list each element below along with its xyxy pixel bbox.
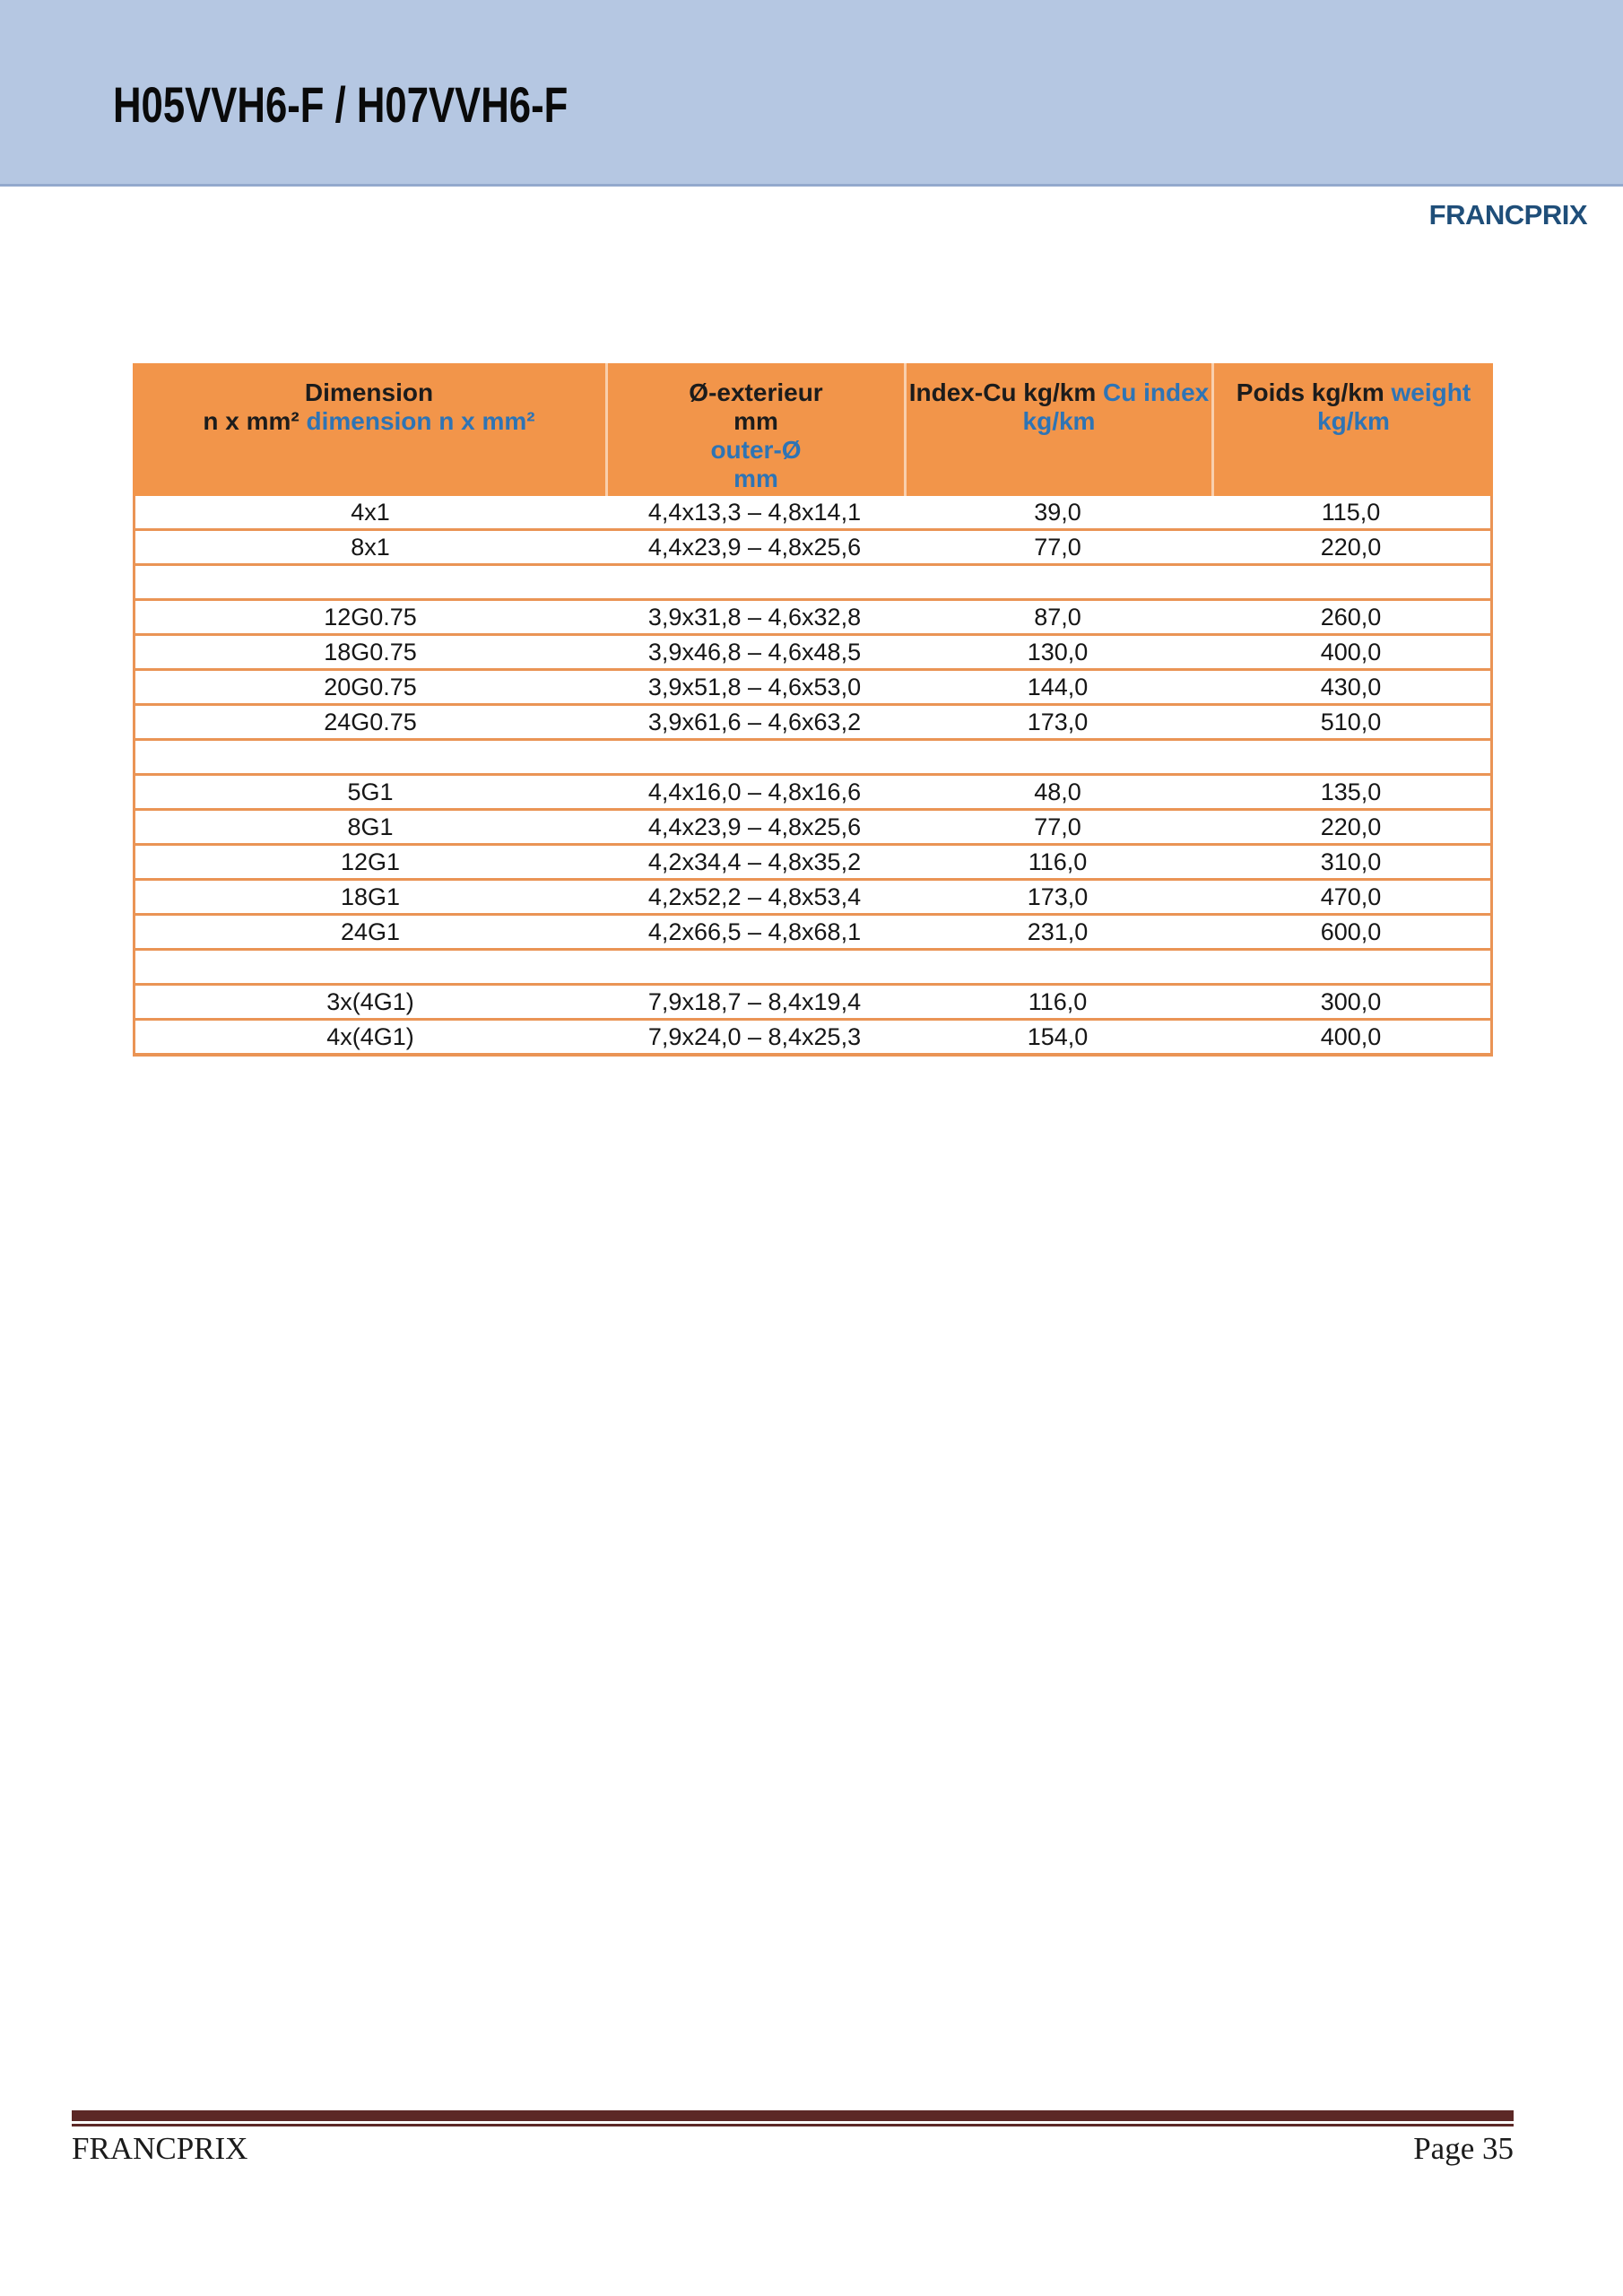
table-row bbox=[135, 881, 1490, 916]
table-row bbox=[135, 496, 1490, 531]
table-cell: 300,0 bbox=[1320, 987, 1382, 1015]
footer-brand: FRANCPRIX bbox=[72, 2131, 248, 2166]
column-header-line bbox=[608, 436, 904, 465]
header-fr-text: Ø-exterieur bbox=[689, 378, 823, 406]
table-cell: 600,0 bbox=[1320, 918, 1382, 945]
table-row bbox=[135, 601, 1490, 636]
table-cell: 4,4x23,9 – 4,8x25,6 bbox=[647, 533, 862, 561]
page-title: H05VVH6-F / H07VVH6-F bbox=[113, 76, 568, 133]
table-cell: 400,0 bbox=[1320, 1022, 1382, 1050]
header-en-text: mm bbox=[733, 465, 778, 492]
table-cell: 116,0 bbox=[1028, 987, 1088, 1015]
table-cell: 4,4x13,3 – 4,8x14,1 bbox=[647, 498, 862, 526]
table-cell: 12G0.75 bbox=[324, 603, 417, 631]
table-cell: 48,0 bbox=[1034, 778, 1081, 805]
table-cell: 4,4x16,0 – 4,8x16,6 bbox=[647, 778, 862, 805]
table-row bbox=[135, 811, 1490, 846]
table-cell: 77,0 bbox=[1034, 533, 1081, 561]
footer-rule-thick-line bbox=[72, 2110, 1514, 2121]
page-number: Page 35 bbox=[1413, 2131, 1514, 2166]
table-row bbox=[135, 531, 1490, 566]
table-cell: 430,0 bbox=[1320, 673, 1382, 700]
table-cell: 4,2x34,4 – 4,8x35,2 bbox=[647, 848, 862, 875]
footer-rule bbox=[72, 2110, 1514, 2126]
column-header-weight bbox=[1211, 363, 1493, 496]
table-spacer-row bbox=[135, 951, 1490, 986]
header-fr-text: Poids kg/km bbox=[1236, 378, 1384, 406]
table-cell: 116,0 bbox=[1028, 848, 1088, 875]
table-row bbox=[135, 916, 1490, 951]
table-row bbox=[135, 636, 1490, 671]
header-en-text: kg/km bbox=[1022, 407, 1096, 435]
table-cell: 4x1 bbox=[351, 498, 390, 526]
table-cell: 173,0 bbox=[1027, 883, 1089, 910]
column-header-line bbox=[608, 378, 904, 407]
table-cell: 24G1 bbox=[340, 918, 401, 945]
table-cell: 220,0 bbox=[1320, 813, 1382, 840]
table-row bbox=[135, 1021, 1490, 1053]
header-fr-text: Dimension bbox=[304, 378, 434, 406]
table-cell: 310,0 bbox=[1320, 848, 1382, 875]
table-cell: 510,0 bbox=[1320, 708, 1382, 735]
column-header-outer-diameter bbox=[605, 363, 904, 496]
header-en-text: outer-Ø bbox=[710, 436, 802, 464]
table-spacer-row bbox=[135, 741, 1490, 776]
table-cell: 18G0.75 bbox=[324, 638, 417, 665]
page-footer bbox=[72, 2131, 1514, 2167]
table-cell: 5G1 bbox=[347, 778, 394, 805]
table-cell: 154,0 bbox=[1027, 1022, 1089, 1050]
table-row bbox=[135, 846, 1490, 881]
table-cell: 24G0.75 bbox=[324, 708, 417, 735]
brand-logo: FRANCPRIX bbox=[1428, 199, 1587, 230]
table-cell: 39,0 bbox=[1034, 498, 1081, 526]
table-cell: 87,0 bbox=[1034, 603, 1081, 631]
column-header-cu-index bbox=[904, 363, 1211, 496]
table-cell: 220,0 bbox=[1320, 533, 1382, 561]
table-cell: 231,0 bbox=[1027, 918, 1089, 945]
header-en-text: dimension n x mm² bbox=[306, 407, 535, 435]
table-cell: 470,0 bbox=[1320, 883, 1382, 910]
column-header-line bbox=[608, 465, 904, 493]
header-fr-text: n x mm² bbox=[203, 407, 299, 435]
column-header-line bbox=[133, 407, 605, 436]
header-fr-text: mm bbox=[733, 407, 778, 435]
table-cell: 4,2x66,5 – 4,8x68,1 bbox=[647, 918, 862, 945]
header-en-text: Cu index bbox=[1103, 378, 1210, 406]
table-cell: 12G1 bbox=[340, 848, 401, 875]
table-cell: 8x1 bbox=[351, 533, 390, 561]
table-cell: 77,0 bbox=[1034, 813, 1081, 840]
table-cell: 20G0.75 bbox=[324, 673, 417, 700]
table-cell: 3,9x61,6 – 4,6x63,2 bbox=[647, 708, 862, 735]
table-cell: 8G1 bbox=[347, 813, 394, 840]
table-cell: 400,0 bbox=[1320, 638, 1382, 665]
table-row bbox=[135, 671, 1490, 706]
table-cell: 7,9x18,7 – 8,4x19,4 bbox=[647, 987, 862, 1015]
header-band bbox=[0, 0, 1623, 187]
table-cell: 135,0 bbox=[1320, 778, 1382, 805]
header-en-text: weight kg/km bbox=[1317, 378, 1471, 435]
table-header bbox=[133, 363, 1493, 496]
table-row bbox=[135, 706, 1490, 741]
table-cell: 4,2x52,2 – 4,8x53,4 bbox=[647, 883, 862, 910]
table-cell: 260,0 bbox=[1320, 603, 1382, 631]
column-header-line bbox=[1214, 378, 1493, 436]
table-cell: 18G1 bbox=[340, 883, 401, 910]
footer-rule-thin-line bbox=[72, 2124, 1514, 2126]
column-header-line bbox=[907, 407, 1211, 436]
table-cell: 4,4x23,9 – 4,8x25,6 bbox=[647, 813, 862, 840]
table-cell: 3,9x31,8 – 4,6x32,8 bbox=[647, 603, 862, 631]
header-fr-text: Index-Cu kg/km bbox=[908, 378, 1097, 406]
column-header-dimension bbox=[133, 363, 605, 496]
table-body bbox=[133, 496, 1493, 1057]
table-row bbox=[135, 986, 1490, 1021]
table-cell: 144,0 bbox=[1027, 673, 1089, 700]
table-cell: 4x(4G1) bbox=[326, 1022, 414, 1050]
table-cell: 173,0 bbox=[1027, 708, 1089, 735]
table-spacer-row bbox=[135, 566, 1490, 601]
column-header-line bbox=[907, 378, 1211, 407]
data-table bbox=[133, 363, 1493, 1057]
column-header-line bbox=[133, 378, 605, 407]
column-header-line bbox=[608, 407, 904, 436]
table-cell: 115,0 bbox=[1321, 498, 1381, 526]
table-row bbox=[135, 776, 1490, 811]
table-cell: 3x(4G1) bbox=[326, 987, 414, 1015]
table-cell: 3,9x51,8 – 4,6x53,0 bbox=[647, 673, 862, 700]
table-cell: 130,0 bbox=[1027, 638, 1089, 665]
table-cell: 3,9x46,8 – 4,6x48,5 bbox=[647, 638, 862, 665]
table-cell: 7,9x24,0 – 8,4x25,3 bbox=[647, 1022, 862, 1050]
